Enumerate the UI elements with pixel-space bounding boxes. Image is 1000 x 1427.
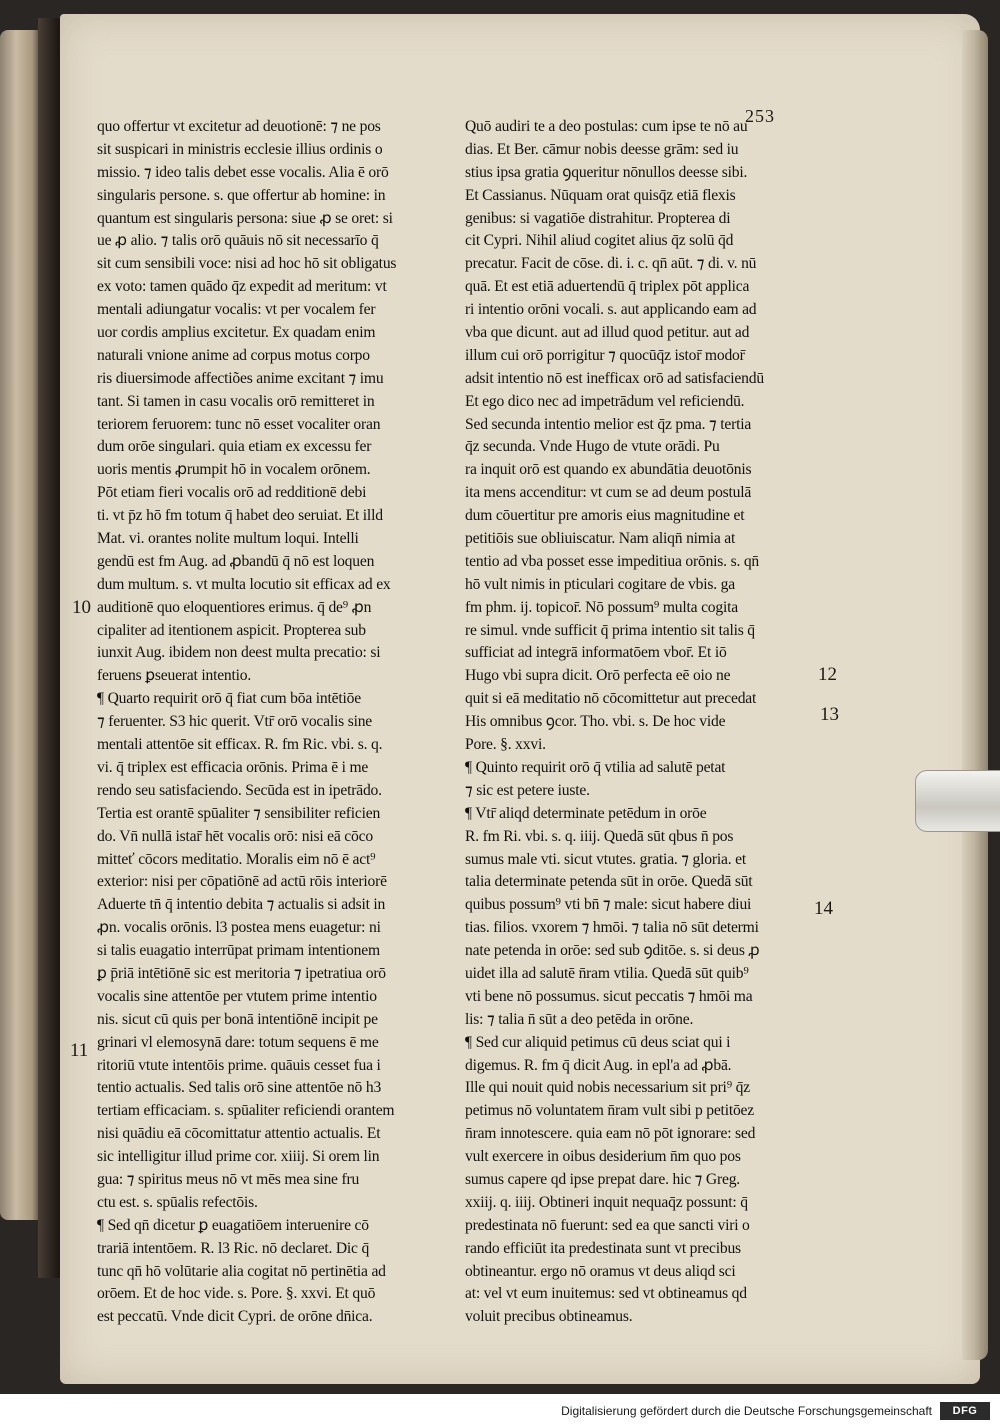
left-column-line: cipaliter ad itentionem aspicit. Propterea sub <box>97 621 366 639</box>
right-column-line: adsit intentio nō est inefficax orō ad satisfaciendū <box>465 369 764 387</box>
right-column-line: hō vult nimis in pticulari cogitare de vbis. ga <box>465 575 735 593</box>
right-column-line: fm phm. ij. topicor̄. Nō possum⁹ multa cogita <box>465 598 738 616</box>
right-column-line: Hugo vbi supra dicit. Orō perfecta eē oio ne <box>465 667 731 685</box>
left-column-line: tentio actualis. Sed talis orō sine attentōe nō h3 <box>97 1079 382 1097</box>
left-column-line: gendū est fm Aug. ad ꝓbandū q̄ nō est loquen <box>97 552 375 570</box>
right-column-line: precatur. Facit de cōse. di. i. c. qn̄ aūt. ⁊ di. v. nū <box>465 255 757 273</box>
right-column-line: ¶ Vtr̄ aliqd determinate petēdum in orōe <box>465 804 707 822</box>
right-column-line: quibus possum⁹ vti bn̄ ⁊ male: sicut habere diui <box>465 896 752 914</box>
right-column-line: dias. Et Ber. cāmur nobis deesse grām: sed iu <box>465 140 739 158</box>
right-column-line: R. fm Ri. vbi. s. q. iiij. Quedā sūt qbus n̄ pos <box>465 827 734 845</box>
right-column-line: Pore. §. xxvi. <box>465 736 546 754</box>
left-column-line: Pōt etiam fieri vocalis orō ad redditionē debi <box>97 484 367 502</box>
right-column-line: tentio ad vba posset esse impeditiua orōnis. s. qn̄ <box>465 552 760 570</box>
right-column-line: talia determinate petenda sūt in orōe. Quedā sūt <box>465 873 753 891</box>
left-column-line: rendo seu satisfaciendo. Secūda est in ipetrādo. <box>97 781 382 799</box>
left-column-line: exterior: nisi per cōpatiōnē ad actū rōis interiorē <box>97 873 387 891</box>
right-column-line: at: vel vt eum inuitemus: sed vt obtineamus qd <box>465 1285 747 1303</box>
right-column-line: ¶ Sed cur aliquid petimus cū deus sciat qui i <box>465 1033 731 1051</box>
left-column-line: Aduerte tn̄ q̄ intentio debita ⁊ actualis si adsit in <box>97 896 386 914</box>
page-clip <box>915 770 1000 832</box>
left-column-line: est peccatū. Vnde dicit Cypri. de orōne dn̄ica. <box>97 1308 373 1326</box>
right-column-line: ⁊ sic est petere iuste. <box>465 781 590 799</box>
right-column-line: digemus. R. fm q̄ dicit Aug. in epl'a ad ꝓbā. <box>465 1056 732 1074</box>
left-column-line: ris diuersimode affectiões anime excitant ⁊ imu <box>97 369 384 387</box>
facing-page-edge <box>0 30 40 1220</box>
right-column-line: ita mens accenditur: vt cum se ad deum postulā <box>465 484 752 502</box>
right-column-line: nate petenda in orōe: sed sub ꝯditōe. s. si deus ꝓ <box>465 942 760 960</box>
left-column-line: vi. q̄ triplex est efficacia orōnis. Prima ē i me <box>97 758 369 776</box>
left-column-line: naturali vnione anime ad corpus motus corpo <box>97 346 370 364</box>
margin-number-10: 10 <box>72 597 91 618</box>
right-column-line: ¶ Quinto requirit orō q̄ vtilia ad salutē petat <box>465 758 726 776</box>
left-column-line: nisi quādiu eā cōcomittatur attentio actualis. Et <box>97 1125 381 1143</box>
left-column-line: mitteť cōcors meditatio. Moralis eim nō ē act⁹ <box>97 850 376 868</box>
left-column-line: ¶ Quarto requirit orō q̄ fiat cum bōa intētiōe <box>97 690 361 708</box>
left-column-line: uor cordis amplius excitetur. Ex quadam enim <box>97 324 376 342</box>
margin-number-14: 14 <box>814 898 833 919</box>
right-column-line: cit Cypri. Nihil aliud cogitet alius q̄z solū q̄d <box>465 232 734 250</box>
left-column-line: ue ꝓ alio. ⁊ talis orō quāuis nō sit necessarīo q̄ <box>97 232 379 250</box>
right-column-line: lis: ⁊ talia n̄ sūt a deo petēda in orōne. <box>465 1010 694 1028</box>
right-column-line: quā. Et est etiā aduertendū q̄ triplex pōt applica <box>465 278 750 296</box>
right-column-line: His omnibus ꝯcor. Tho. vbi. s. De hoc vide <box>465 713 726 731</box>
left-column-line: si talis euagatio interrūpat primam intentionem <box>97 942 380 960</box>
left-column-line: mentali attentōe sit efficax. R. fm Ric. vbi. s. q. <box>97 736 383 754</box>
left-column-line: do. Vn̄ nullā istar̄ hēt vocalis orō: nisi eā cōco <box>97 827 373 845</box>
left-column-line: orōem. Et de hoc vide. s. Pore. §. xxvi. Et quō <box>97 1285 376 1303</box>
left-column-line: sic intelligitur illud prime cor. xiiij. Si orem lin <box>97 1148 380 1166</box>
margin-number-11: 11 <box>70 1040 89 1061</box>
left-column-line: tant. Si tamen in casu vocalis orō remitteret in <box>97 392 375 410</box>
dfg-logo: DFG <box>940 1402 990 1420</box>
left-column-line: mentali adiungatur vocalis: vt per vocalem fer <box>97 301 376 319</box>
left-column-line: ¶ Sed qn̄ dicetur ꝑ euagatiōem interuenire cō <box>97 1216 369 1234</box>
right-column-line: vba que dicunt. aut ad illud quod petitur. aut ad <box>465 324 750 342</box>
left-column-line: auditionē quo eloquentiores erimus. q̄ de⁹ ꝓn <box>97 598 372 616</box>
right-column-line: re simul. vnde sufficit q̄ prima intentio sit talis q̄ <box>465 621 755 639</box>
text-column-right <box>465 116 817 1329</box>
right-column-line: sufficiat ad integrā informatōem vbor̄. Et iō <box>465 644 727 662</box>
left-column-line: feruens ꝑseuerat intentio. <box>97 667 252 685</box>
right-column-line: vti bene nō possumus. sicut peccatis ⁊ hmōi ma <box>465 987 753 1005</box>
left-column-line: dum multum. s. vt multa locutio sit efficax ad ex <box>97 575 391 593</box>
left-column-line: tertiam efficaciam. s. spūaliter reficiendi orantem <box>97 1102 395 1120</box>
right-column-line: n̄ram innotescere. quia eam nō pōt ignorare: sed <box>465 1125 756 1143</box>
right-column-line: genibus: si vagatiōe distrahitur. Propterea di <box>465 209 731 227</box>
right-column-line: petimus nō voluntatem n̄ram vult sibi p petitōez <box>465 1102 754 1120</box>
left-column-line: uoris mentis ꝓrumpit hō in vocalem orōnem. <box>97 461 371 479</box>
footer-credit: Digitalisierung gefördert durch die Deutsche Forschungsgemeinschaft <box>561 1404 932 1418</box>
folio-number: 253 <box>745 106 775 126</box>
text-column-left <box>97 116 442 1329</box>
left-column-line: sit suspicari in ministris ecclesie illius ordinis o <box>97 140 383 158</box>
left-column-line: teriorem feruorem: tunc nō esset vocaliter oran <box>97 415 381 433</box>
left-column-line: missio. ⁊ ideo talis debet esse vocalis. Alia ē orō <box>97 163 389 181</box>
left-column-line: grinari vl elemosynā dare: totum sequens ē me <box>97 1033 379 1051</box>
left-column-line: ex voto: tamen quādo q̄z expedit ad meritum: vt <box>97 278 387 296</box>
left-column-line: ꝓn. vocalis orōnis. l3 postea mens euagetur: ni <box>97 919 381 937</box>
right-column-line: obtineantur. ergo nō oramus vt deus aliqd sci <box>465 1262 736 1280</box>
right-column-line: tias. filios. vxorem ⁊ hmōi. ⁊ talia nō sūt determi <box>465 919 759 937</box>
right-column-line: Quō audiri te a deo postulas: cum ipse te nō au <box>465 118 748 135</box>
right-column-line: petitiōis sue obliuiscatur. Nam aliqn̄ nimia at <box>465 530 736 548</box>
left-column-line: iunxit Aug. ibidem non deest multa precatio: si <box>97 644 381 662</box>
right-column-line: ra inquit orō est quando ex abundātia deuotōnis <box>465 461 752 479</box>
left-column-line: ⁊ feruenter. S3 hic querit. Vtr̄ orō vocalis sine <box>97 713 373 731</box>
left-column-line: ti. vt p̄z hō fm totum q̄ habet deo seruiat. Et illd <box>97 507 383 525</box>
page-edge-stack <box>962 30 988 1360</box>
right-column-line: sumus male vti. sicut vtutes. gratia. ⁊ gloria. et <box>465 850 746 868</box>
left-column-line: sit cum sensibili voce: nisi ad hoc hō sit obligatus <box>97 255 397 273</box>
left-column-line: quantum est singularis persona: siue ꝓ se oret: si <box>97 209 393 227</box>
left-column-line: gua: ⁊ spiritus meus nō vt mēs mea sine fru <box>97 1170 360 1188</box>
right-column-line: rando efficiūt ita predestinata sunt vt precibus <box>465 1239 741 1257</box>
margin-number-13: 13 <box>820 704 839 725</box>
right-column-line: stius ipsa gratia ꝯqueritur nōnullos deesse sibi. <box>465 163 748 181</box>
right-column-line: predestinata nō fuerunt: sed ea que sancti viri o <box>465 1216 750 1234</box>
left-column-line: quo offertur vt excitetur ad deuotionē: ⁊ ne pos <box>97 118 381 135</box>
right-column-line: uidet illa ad salutē n̄ram vtilia. Quedā sūt quib⁹ <box>465 964 749 982</box>
right-column-line: Et ego dico nec ad impetrādum vel reficiendū. <box>465 392 745 410</box>
left-column-line: Mat. vi. orantes nolite multum loqui. Intelli <box>97 530 359 548</box>
left-column-line: ctu est. s. spūalis refectōis. <box>97 1193 258 1211</box>
left-column-line: trariā intentōem. R. l3 Ric. nō declaret. Dic q̄ <box>97 1239 370 1257</box>
left-column-line: ritoriū vtute intentōis prime. quāuis cesset fua i <box>97 1056 381 1074</box>
right-column-line: quit si eā meditatio nō cōcomittetur aut precedat <box>465 690 757 708</box>
right-column-line: ri intentio orōni vocali. s. aut applicando eam ad <box>465 301 757 319</box>
left-column-line: dum orōe singulari. quia etiam ex excessu fer <box>97 438 372 456</box>
left-column-line: singularis persone. s. que offertur ab homine: in <box>97 186 386 204</box>
right-column-line: illum cui orō porrigitur ⁊ quocūq̄z istor̄ modor̄ <box>465 346 745 364</box>
right-column-line: dum cōuertitur pre amoris eius magnitudine et <box>465 507 745 525</box>
right-column-line: vult exercere in oibus desiderium n̄m quo pos <box>465 1148 741 1166</box>
left-column-line: ꝑ p̄riā intētiōnē sic est meritoria ⁊ ipetratiua orō <box>97 964 386 982</box>
right-column-line: Sed secunda intentio melior est q̄z pma. ⁊ tertia <box>465 415 752 433</box>
right-column-line: Ille qui nouit quid nobis necessarium sit pri⁹ q̄z <box>465 1079 750 1097</box>
left-column-line: Tertia est orantē spūaliter ⁊ sensibiliter reficien <box>97 804 381 822</box>
left-column-line: nis. sicut cū quis per bonā intentiōnē incipit pe <box>97 1010 378 1028</box>
left-column-line: vocalis sine attentōe per vtutem prime intentio <box>97 987 377 1005</box>
right-column-line: voluit precibus obtineamus. <box>465 1308 633 1326</box>
right-column-line: Et Cassianus. Nūquam orat quisq̄z etiā flexis <box>465 186 736 204</box>
margin-number-12: 12 <box>818 664 837 685</box>
right-column-line: sumus capere qd ipse prepat dare. hic ⁊ Greg. <box>465 1170 740 1188</box>
left-column-line: tunc qn̄ hō volūtarie alia cogitat nō pertinētia ad <box>97 1262 386 1280</box>
right-column-line: xxiij. q. iiij. Obtineri inquit nequaq̄z possunt: q̄ <box>465 1193 748 1211</box>
right-column-line: q̄z secunda. Vnde Hugo de vtute orādi. Pu <box>465 438 720 456</box>
